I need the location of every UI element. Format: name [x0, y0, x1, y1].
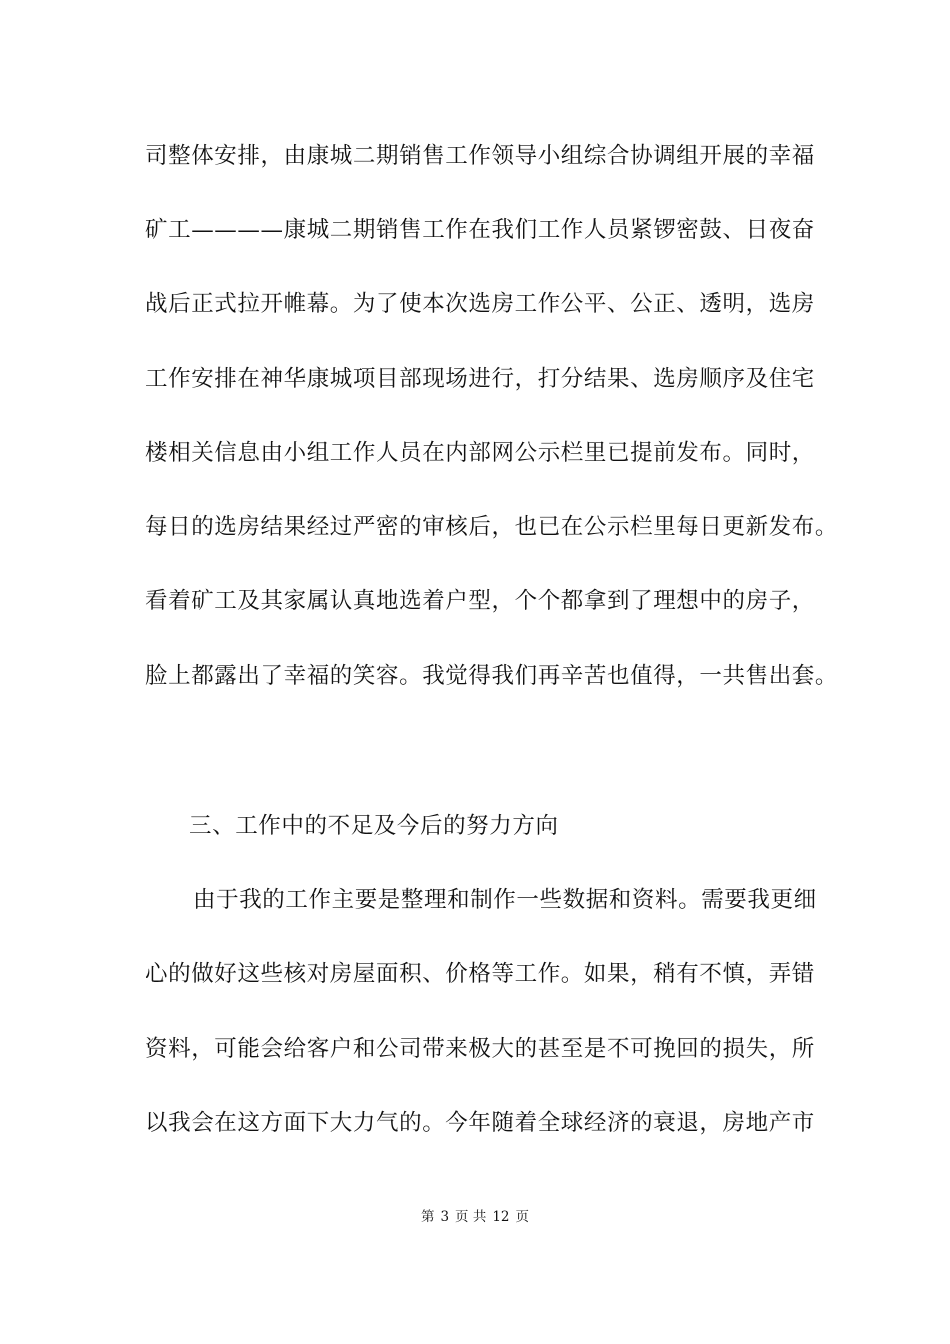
paragraph-line: 由于我的工作主要是整理和制作一些数据和资料。需要我更细	[193, 887, 817, 913]
page-label-prefix: 第	[420, 1209, 435, 1225]
paragraph-line: 脸上都露出了幸福的笑容。我觉得我们再辛苦也值得，一共售出套。	[145, 663, 839, 689]
page-label-mid: 页 共	[455, 1209, 487, 1225]
paragraph-line: 工作安排在神华康城项目部现场进行，打分结果、选房顺序及住宅	[145, 366, 815, 392]
total-pages-number: 12	[492, 1209, 510, 1225]
paragraph-line: 资料，可能会给客户和公司带来极大的甚至是不可挽回的损失，所	[145, 1036, 815, 1062]
paragraph-line: 心的做好这些核对房屋面积、价格等工作。如果，稍有不慎，弄错	[145, 961, 815, 987]
paragraph-line: 司整体安排，由康城二期销售工作领导小组综合协调组开展的幸福	[145, 143, 815, 169]
paragraph-line: 楼相关信息由小组工作人员在内部网公示栏里已提前发布。同时，	[145, 440, 815, 466]
paragraph-line: 战后正式拉开帷幕。为了使本次选房工作公平、公正、透明，选房	[145, 291, 815, 317]
page-footer	[0, 1207, 950, 1227]
section-heading: 三、工作中的不足及今后的努力方向	[189, 813, 559, 839]
paragraph-line: 看着矿工及其家属认真地选着户型，个个都拿到了理想中的房子，	[145, 588, 815, 614]
paragraph-line: 每日的选房结果经过严密的审核后，也已在公示栏里每日更新发布。	[145, 514, 839, 540]
current-page-number: 3	[440, 1209, 450, 1225]
paragraph-line: 以我会在这方面下大力气的。今年随着全球经济的衰退，房地产市	[145, 1110, 815, 1136]
page-label-suffix: 页	[515, 1209, 530, 1225]
paragraph-line: 矿工————康城二期销售工作在我们工作人员紧锣密鼓、日夜奋	[145, 217, 815, 243]
